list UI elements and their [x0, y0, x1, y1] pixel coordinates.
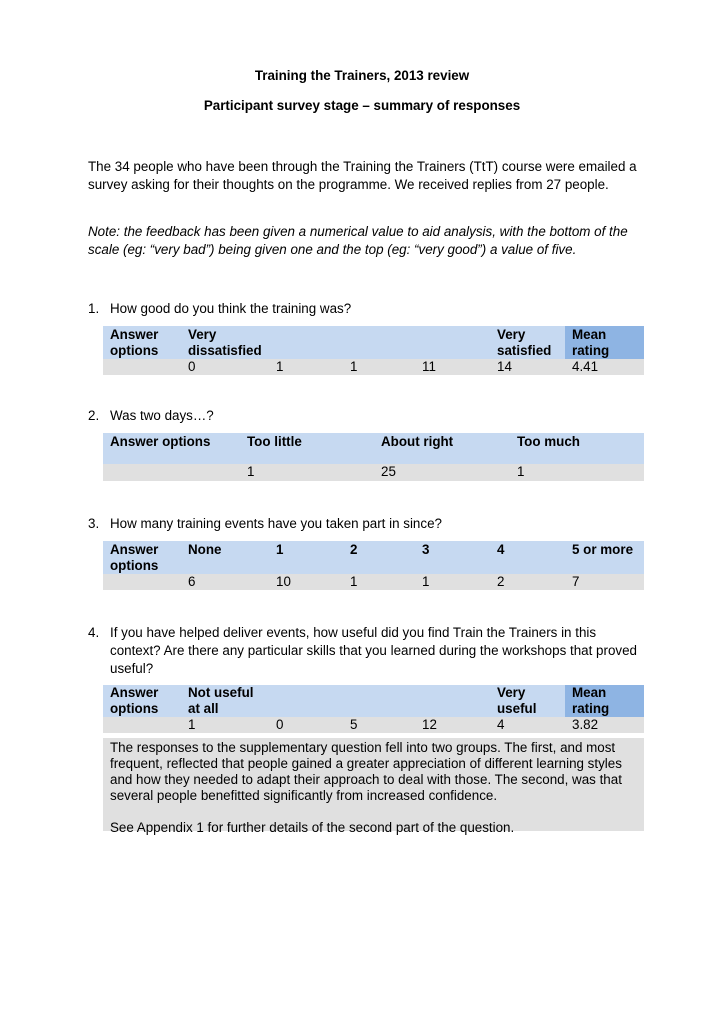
- question-4-comment-box: [103, 738, 644, 835]
- value-cell: 6: [181, 574, 269, 590]
- value-cell: 0: [269, 717, 343, 733]
- question-number: 2.: [88, 408, 100, 423]
- question-3-table: [103, 541, 644, 590]
- value-cell: 1: [343, 359, 415, 375]
- value-cell: 0: [181, 359, 269, 375]
- header-cell: 5 or more: [565, 541, 644, 574]
- question-text: If you have helped deliver events, how useful did you find Train the Trainers in this context? Are there any particular skills that you learned during the workshops that proved useful?: [110, 625, 637, 676]
- value-cell-mean: 3.82: [565, 717, 644, 733]
- value-cell: 14: [490, 359, 565, 375]
- question-text: How good do you think the training was?: [110, 301, 352, 316]
- value-cell: 12: [415, 717, 490, 733]
- value-cell: 1: [269, 359, 343, 375]
- header-cell: Not useful at all: [181, 685, 269, 717]
- question-text: How many training events have you taken part in since?: [110, 516, 442, 531]
- table-row: [103, 717, 644, 733]
- header-cell: [343, 326, 415, 359]
- comment-paragraph: See Appendix 1 for further details of the second part of the question.: [110, 820, 515, 835]
- table-row: [103, 574, 644, 590]
- value-cell: 10: [269, 574, 343, 590]
- header-cell-mean: Mean rating: [565, 326, 644, 359]
- header-cell: None: [181, 541, 269, 574]
- header-cell: Too little: [240, 433, 374, 464]
- comment-paragraph: The responses to the supplementary question fell into two groups. The first, and most frequent, reflected that people gained a greater appreciation of different learning styles and how they needed to adapt their approach to deal with those. The second, was that several people benefitted significantly from increased confidence.: [110, 740, 622, 803]
- value-cell: [103, 574, 181, 590]
- question-number: 3.: [88, 516, 100, 531]
- header-cell: 2: [343, 541, 415, 574]
- value-cell: 2: [490, 574, 565, 590]
- value-cell: 25: [374, 464, 510, 481]
- value-cell: 1: [415, 574, 490, 590]
- document-subtitle: Participant survey stage – summary of responses: [203, 98, 521, 113]
- question-number: 4.: [88, 625, 100, 640]
- value-cell: 1: [181, 717, 269, 733]
- value-cell-mean: 4.41: [565, 359, 644, 375]
- table-header-row: [103, 326, 644, 359]
- header-cell: [415, 685, 490, 717]
- note-paragraph: Note: the feedback has been given a numerical value to aid analysis, with the bottom of the scale (eg: “very bad”) being given one and the top (eg: “very good”) a value of five.: [88, 224, 628, 257]
- header-cell: 3: [415, 541, 490, 574]
- question-number: 1.: [88, 301, 100, 316]
- header-cell: Very satisfied: [490, 326, 565, 359]
- header-cell: About right: [374, 433, 510, 464]
- header-cell: Very dissatisfied: [181, 326, 269, 359]
- header-cell: [269, 685, 343, 717]
- value-cell: [103, 359, 181, 375]
- question-4-table: [103, 685, 644, 733]
- header-cell: 1: [269, 541, 343, 574]
- value-cell: 7: [565, 574, 644, 590]
- header-cell: Very useful: [490, 685, 565, 717]
- table-row: [103, 359, 644, 375]
- table-header-row: [103, 541, 644, 574]
- value-cell: 1: [510, 464, 644, 481]
- header-cell: [343, 685, 415, 717]
- header-cell: Answer options: [103, 326, 181, 359]
- header-cell-mean: Mean rating: [565, 685, 644, 717]
- document-title: Training the Trainers, 2013 review: [254, 68, 470, 83]
- value-cell: 5: [343, 717, 415, 733]
- value-cell: 4: [490, 717, 565, 733]
- table-header-row: [103, 433, 644, 464]
- header-cell: [415, 326, 490, 359]
- value-cell: [103, 464, 240, 481]
- header-cell: Answer options: [103, 433, 240, 464]
- header-cell: [269, 326, 343, 359]
- header-cell: Answer options: [103, 541, 181, 574]
- question-1-table: [103, 326, 644, 375]
- value-cell: 1: [343, 574, 415, 590]
- header-cell: Answer options: [103, 685, 181, 717]
- value-cell: [103, 717, 181, 733]
- intro-paragraph: The 34 people who have been through the Training the Trainers (TtT) course were emailed a survey asking for their thoughts on the programme. We received replies from 27 people.: [88, 159, 637, 192]
- table-row: [103, 464, 644, 481]
- header-cell: Too much: [510, 433, 644, 464]
- question-2-table: [103, 433, 644, 481]
- value-cell: 11: [415, 359, 490, 375]
- question-text: Was two days…?: [110, 408, 214, 423]
- table-header-row: [103, 685, 644, 717]
- header-cell: 4: [490, 541, 565, 574]
- value-cell: 1: [240, 464, 374, 481]
